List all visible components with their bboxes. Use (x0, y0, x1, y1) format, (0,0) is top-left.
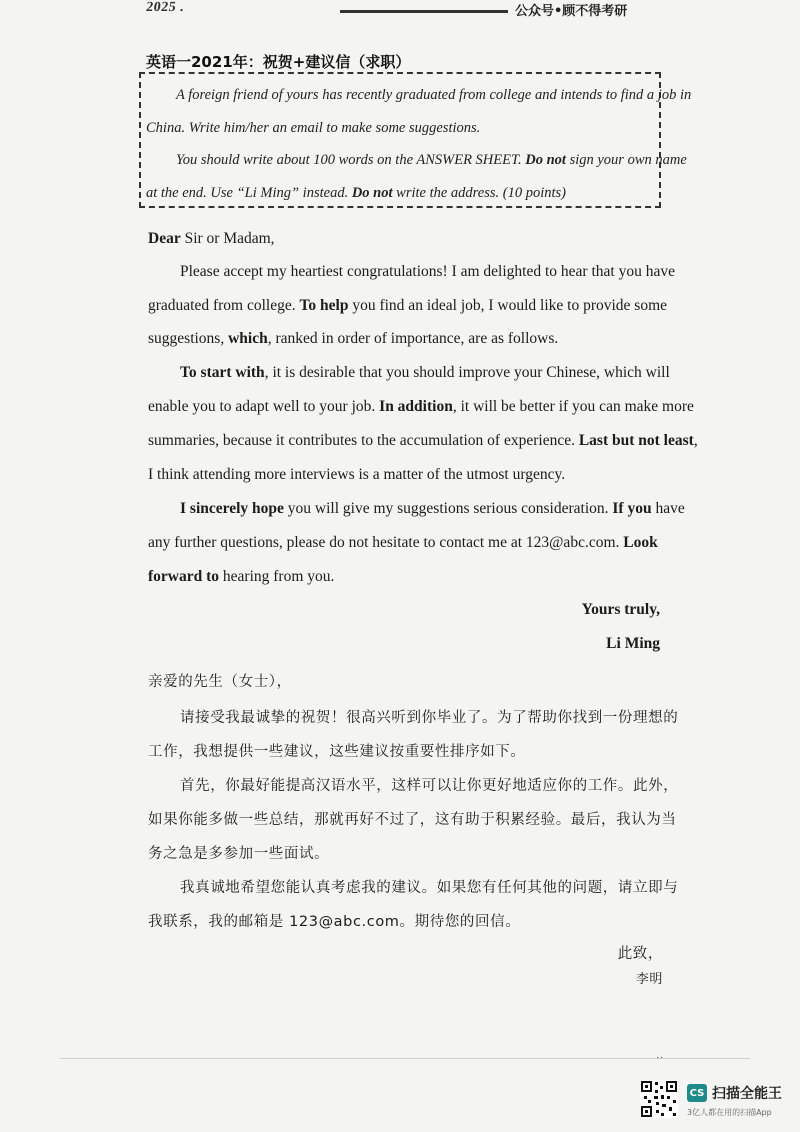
letter-text: , ranked in order of importance, are as follows. (267, 330, 559, 347)
letter-bold: In addition (379, 398, 453, 415)
translation-p2-line3: 务之急是多参加一些面试。 (148, 846, 330, 862)
letter-text: any further questions, please do not hesitate to contact me at 123@abc.com. (148, 534, 624, 551)
letter-bold: To help (299, 297, 349, 314)
translation-p2-line2: 如果你能多做一些总结，那就再好不过了，这有助于积累经验。最后，我认为当 (148, 812, 677, 828)
qr-code-icon (640, 1080, 678, 1118)
letter-signature: Li Ming (606, 635, 660, 652)
translation-p2-line1: 首先，你最好能提高汉语水平，这样可以让你更好地适应你的工作。此外， (180, 778, 679, 794)
prompt-line-4 (146, 185, 566, 202)
translation-salutation: 亲爱的先生（女士）， (148, 674, 292, 690)
prompt-text: write the address. (10 points) (392, 185, 566, 201)
section-title: 英语一2021年：祝贺+建议信（求职） (146, 53, 411, 71)
letter-text: Sir or Madam, (180, 230, 275, 247)
letter-bold: If you (612, 500, 652, 517)
prompt-emphasis: Do not (525, 152, 566, 168)
letter-text: enable you to adapt well to your job. (148, 398, 380, 415)
letter-text: you will give my suggestions serious consideration. (283, 500, 613, 517)
letter-text: graduated from college. (148, 297, 300, 314)
letter-p3-line1 (180, 500, 685, 518)
letter-p2-line2 (148, 398, 694, 416)
letter-p2-line3 (148, 432, 698, 450)
prompt-line-1: A foreign friend of yours has recently graduated from college and intends to find a job in (176, 87, 692, 103)
letter-bold: which (228, 330, 268, 347)
prompt-text: sign your own name (565, 152, 687, 168)
app-tagline: 3亿人都在用的扫描App (687, 1108, 772, 1117)
letter-text: , it is desirable that you should improve your Chinese, which will (264, 364, 670, 381)
prompt-text: You should write about 100 words on the ANSWER SHEET. (176, 152, 526, 168)
prompt-line-2: China. Write him/her an email to make some suggestions. (146, 120, 481, 136)
header-watermark: 公众号•顾不得考研 (515, 4, 628, 19)
letter-bold: forward to (148, 568, 220, 585)
footer-mark: ·· (656, 1052, 664, 1064)
letter-bold: To start with (180, 364, 265, 381)
letter-salutation (148, 230, 275, 248)
letter-text: you find an ideal job, I would like to provide some (348, 297, 668, 314)
translation-p3-line2: 我联系，我的邮箱是 123@abc.com。期待您的回信。 (148, 914, 521, 930)
letter-bold: Dear (148, 230, 181, 247)
letter-text: , (693, 432, 698, 449)
translation-p3-line1: 我真诚地希望您能认真考虑我的建议。如果您有任何其他的问题，请立即与 (180, 880, 679, 896)
letter-text: summaries, because it contributes to the accumulation of experience. (148, 432, 579, 449)
letter-p1-line1: Please accept my heartiest congratulations! I am delighted to hear that you have (180, 263, 675, 280)
letter-p2-line4: I think attending more interviews is a matter of the utmost urgency. (148, 466, 566, 483)
letter-bold: Last but not least (578, 432, 694, 449)
letter-p1-line3 (148, 330, 558, 348)
letter-p2-line1 (180, 364, 670, 382)
footer-rule (60, 1058, 750, 1059)
app-name: 扫描全能王 (712, 1086, 782, 1102)
prompt-line-3 (176, 152, 687, 169)
translation-p1-line1: 请接受我最诚挚的祝贺！很高兴听到你毕业了。为了帮助你找到一份理想的 (180, 710, 679, 726)
header-rule (340, 10, 508, 13)
letter-p3-line3 (148, 568, 334, 586)
prompt-text: at the end. Use “Li Ming” instead. (146, 185, 352, 201)
translation-p1-line2: 工作，我想提供一些建议，这些建议按重要性排序如下。 (148, 744, 526, 760)
letter-bold: I sincerely hope (180, 500, 284, 517)
header-year: 2025 . (145, 0, 186, 15)
letter-text: suggestions, (148, 330, 229, 347)
translation-closing: 此致， (617, 946, 663, 962)
camscanner-logo-icon: CS (687, 1084, 707, 1102)
translation-signature: 李明 (635, 972, 663, 987)
letter-text: , it will be better if you can make more (452, 398, 694, 415)
letter-p1-line2 (148, 297, 667, 315)
letter-text: hearing from you. (219, 568, 335, 585)
letter-p3-line2 (148, 534, 658, 552)
letter-bold: Look (623, 534, 658, 551)
prompt-emphasis: Do not (351, 185, 393, 201)
letter-text: have (651, 500, 685, 517)
letter-closing: Yours truly, (581, 601, 660, 618)
